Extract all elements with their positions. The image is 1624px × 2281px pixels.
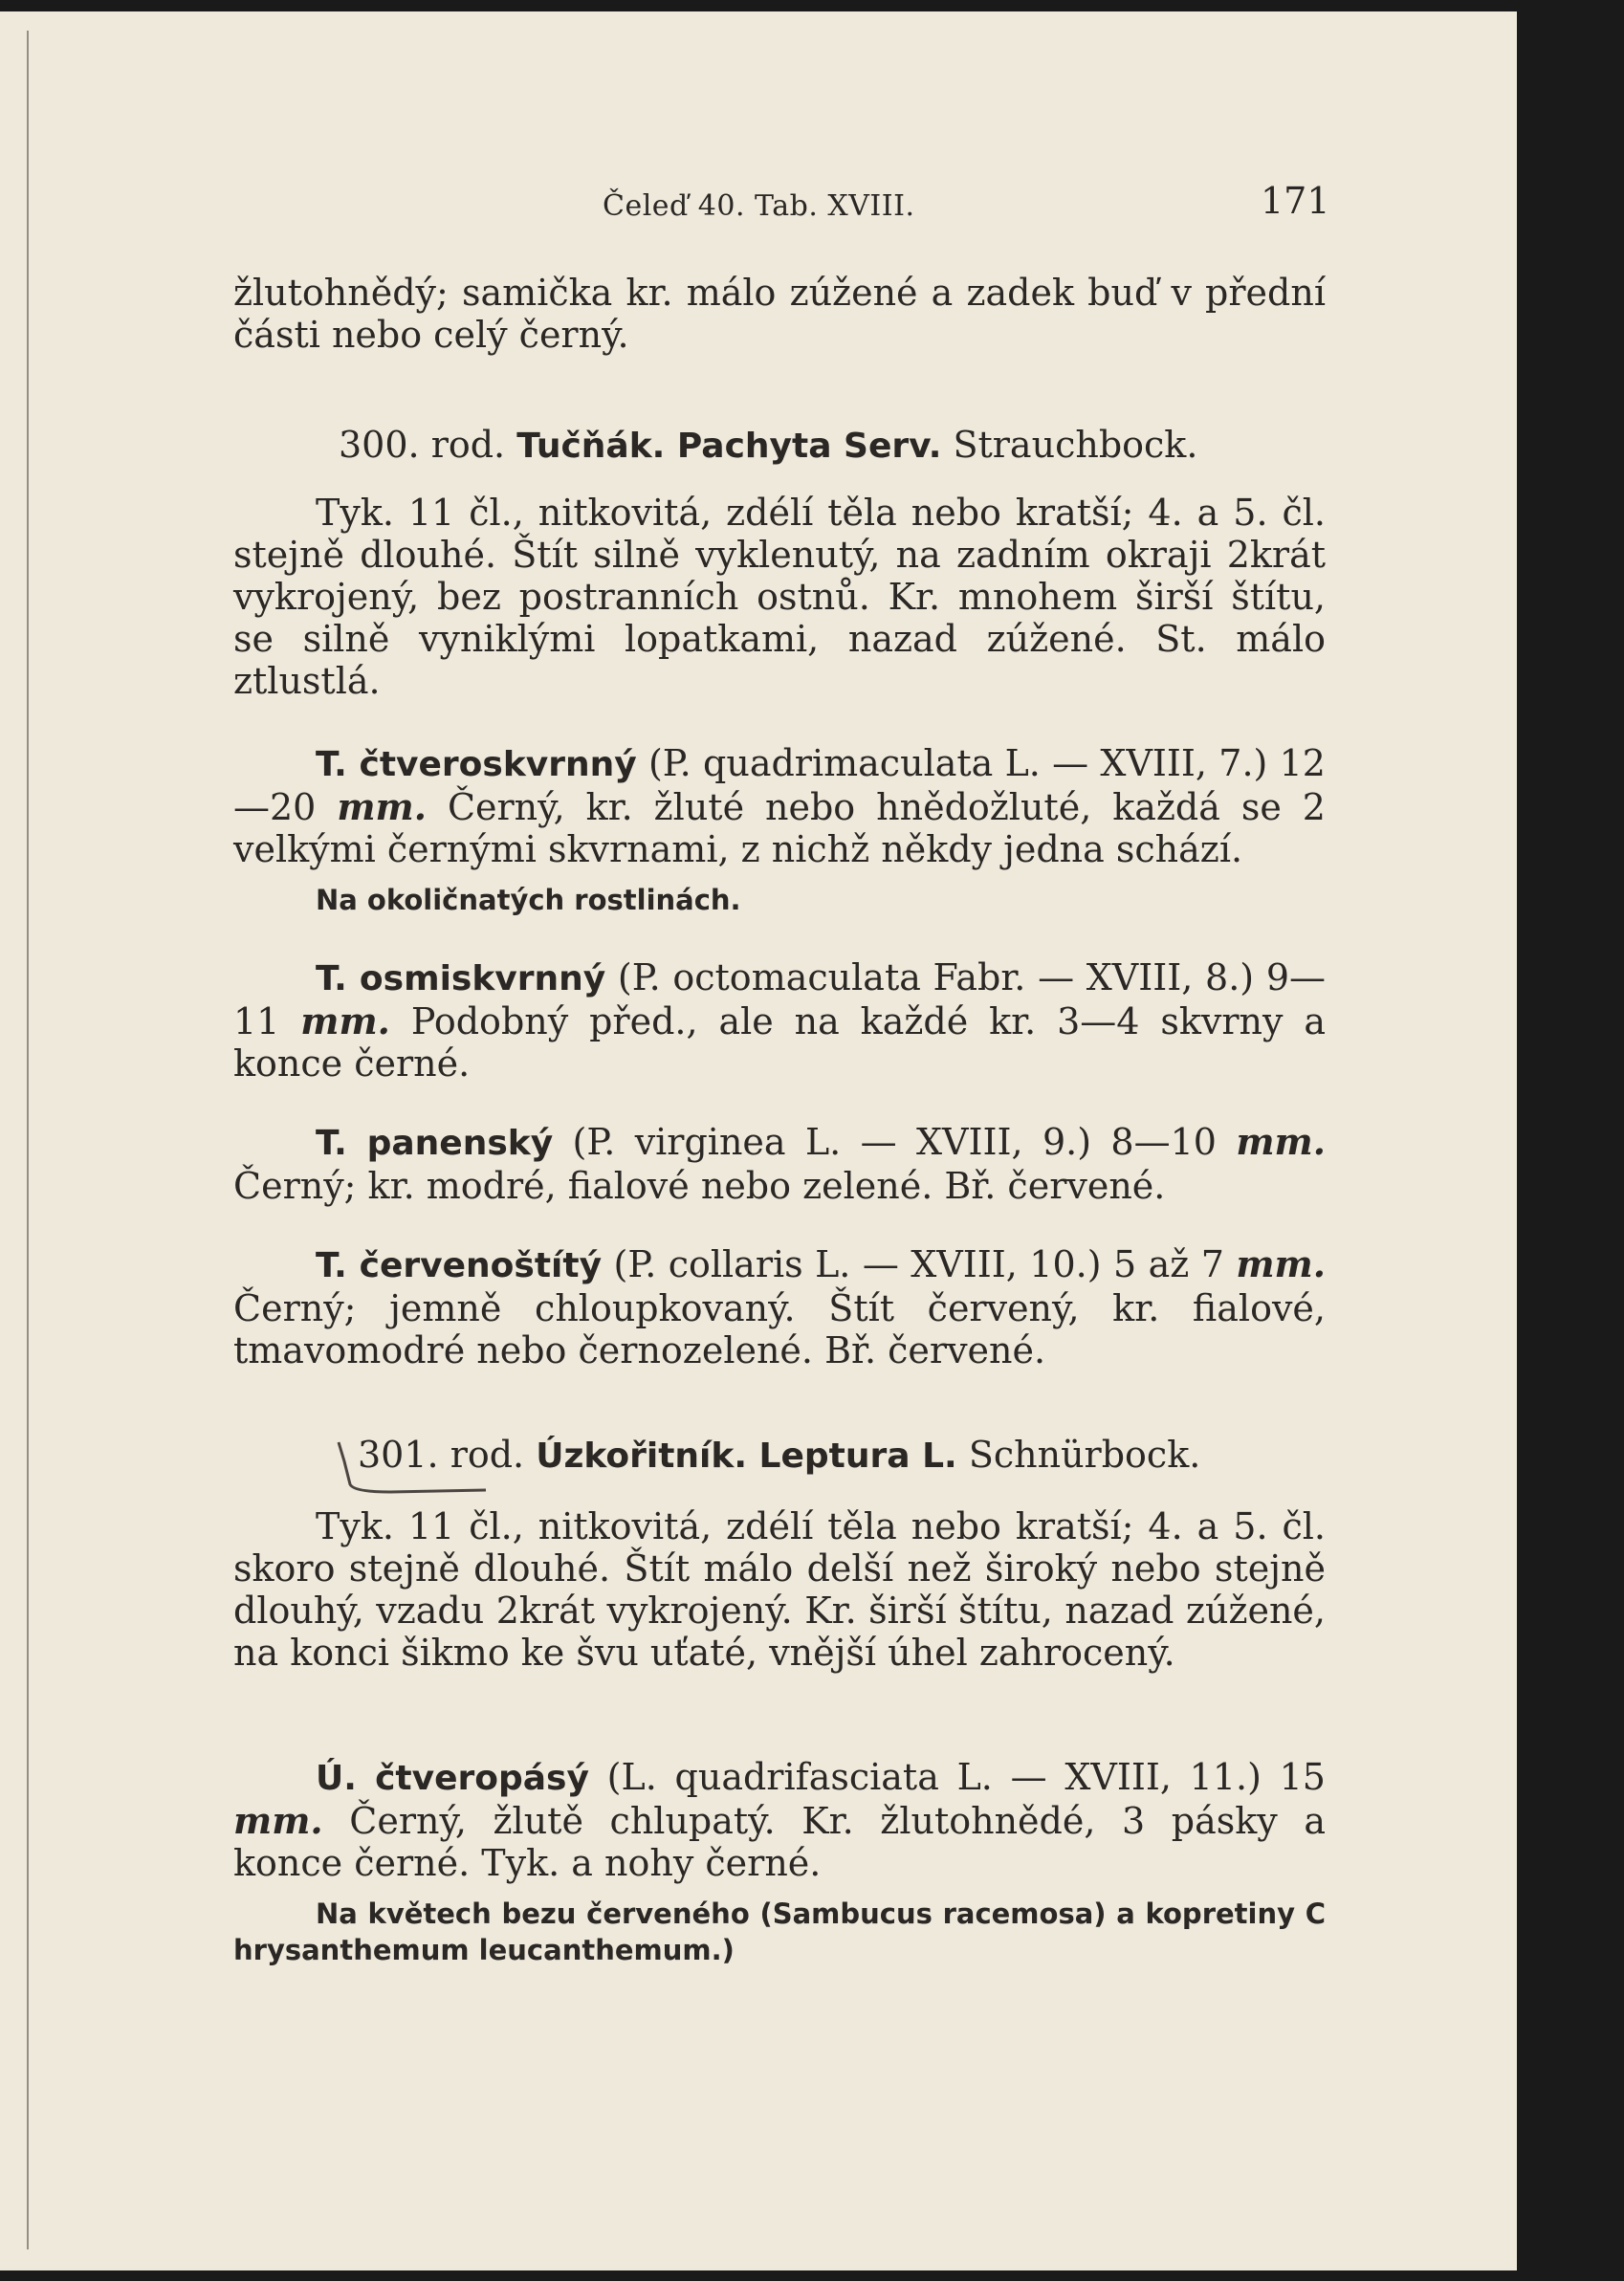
- page-number: 171: [1261, 180, 1330, 222]
- binding-edge: [27, 31, 29, 2249]
- continuation-paragraph: [233, 272, 1326, 356]
- species-name: T. panenský: [316, 1124, 554, 1163]
- genus-301-prefix: 301. rod.: [358, 1434, 525, 1476]
- species-habitat: Na okoličnatých rostlinách.: [316, 884, 741, 916]
- species-name: Ú. čtveropásý: [316, 1759, 589, 1798]
- species-entry: [233, 742, 1326, 918]
- species-entry: [233, 1243, 1326, 1371]
- species-name: T. čtveroskvrnný: [316, 745, 637, 784]
- genus-300-description-text: Tyk. 11 čl., nitkovitá, zdélí těla nebo kratší; 4. a 5. čl. stejně dlouhé. Štít silně vyklenutý, na zadním okraji 2krát vykrojený, bez postranních ostnů. Kr. mnohem širší štítu, se silně vyniklými lopatkami, nazad zúžené. St. málo ztlustlá.: [233, 492, 1326, 702]
- unit-mm: mm.: [1236, 1120, 1326, 1163]
- species-description: Černý; kr. modré, fialové nebo zelené. Bř. červené.: [233, 1165, 1166, 1207]
- species-entry: [233, 1121, 1326, 1207]
- genus-300-german: Strauchbock.: [953, 424, 1198, 466]
- species-lead: (P. quadrimaculata L. — XVIII, 7.) 12—20: [233, 742, 1326, 828]
- species-lead: (P. virginea L. — XVIII, 9.) 8—10: [572, 1121, 1217, 1163]
- continuation-text: žlutohnědý; samička kr. málo zúžené a zadek buď v přední části nebo celý černý.: [233, 272, 1326, 356]
- genus-301-description-text: Tyk. 11 čl., nitkovitá, zdélí těla nebo kratší; 4. a 5. čl. skoro stejně dlouhé. Štít málo delší než široký nebo stejně dlouhý, vzadu 2krát vykrojený. Kr. širší štítu, nazad zúžené, na konci šikmo ke švu uťaté, vnější úhel zahrocený.: [233, 1505, 1326, 1674]
- species-lead: (P. octomaculata Fabr. — XVIII, 8.) 9—11: [233, 956, 1326, 1042]
- unit-mm: mm.: [1236, 1242, 1326, 1285]
- species-description: Podobný před., ale na každé kr. 3—4 skvrny a konce černé.: [233, 1000, 1326, 1085]
- species-name: T. červenoštítý: [316, 1246, 603, 1285]
- running-head: Čeleď 40. Tab. XVIII.: [603, 189, 915, 223]
- genus-300-description: [233, 492, 1326, 702]
- genus-300-heading: [339, 423, 1197, 469]
- unit-mm: mm.: [300, 999, 390, 1042]
- genus-301-german: Schnürbock.: [968, 1434, 1201, 1476]
- species-lead: (L. quadrifasciata L. — XVIII, 11.) 15: [606, 1756, 1326, 1798]
- species-entry: [233, 1756, 1326, 1968]
- genus-301-description: [233, 1505, 1326, 1674]
- unit-mm: mm.: [233, 1799, 323, 1842]
- genus-301-heading: [358, 1433, 1200, 1479]
- book-page: [0, 11, 1517, 2270]
- unit-mm: mm.: [337, 785, 427, 828]
- species-name: T. osmiskvrnný: [316, 959, 606, 998]
- genus-300-name: Tučňák. Pachyta Serv.: [516, 427, 942, 466]
- species-description: Černý, žlutě chlupatý. Kr. žlutohnědé, 3 pásky a konce černé. Tyk. a nohy černé.: [233, 1800, 1326, 1884]
- genus-300-prefix: 300. rod.: [339, 424, 506, 466]
- genus-301-name: Úzkořitník. Leptura L.: [536, 1437, 957, 1476]
- species-description: Černý; jemně chloupkovaný. Štít červený, kr. fialové, tmavomodré nebo černozelené. Bř. červené.: [233, 1287, 1326, 1371]
- species-description: Černý, kr. žluté nebo hnědožluté, každá se 2 velkými černými skvrnami, z nichž někdy jedna schází.: [233, 786, 1326, 870]
- species-lead: (P. collaris L. — XVIII, 10.) 5 až 7: [613, 1243, 1224, 1285]
- species-entry: [233, 956, 1326, 1085]
- species-habitat: Na květech bezu červeného (Sambucus racemosa) a kopretiny C hrysanthemum leucanthemum.): [233, 1897, 1326, 1966]
